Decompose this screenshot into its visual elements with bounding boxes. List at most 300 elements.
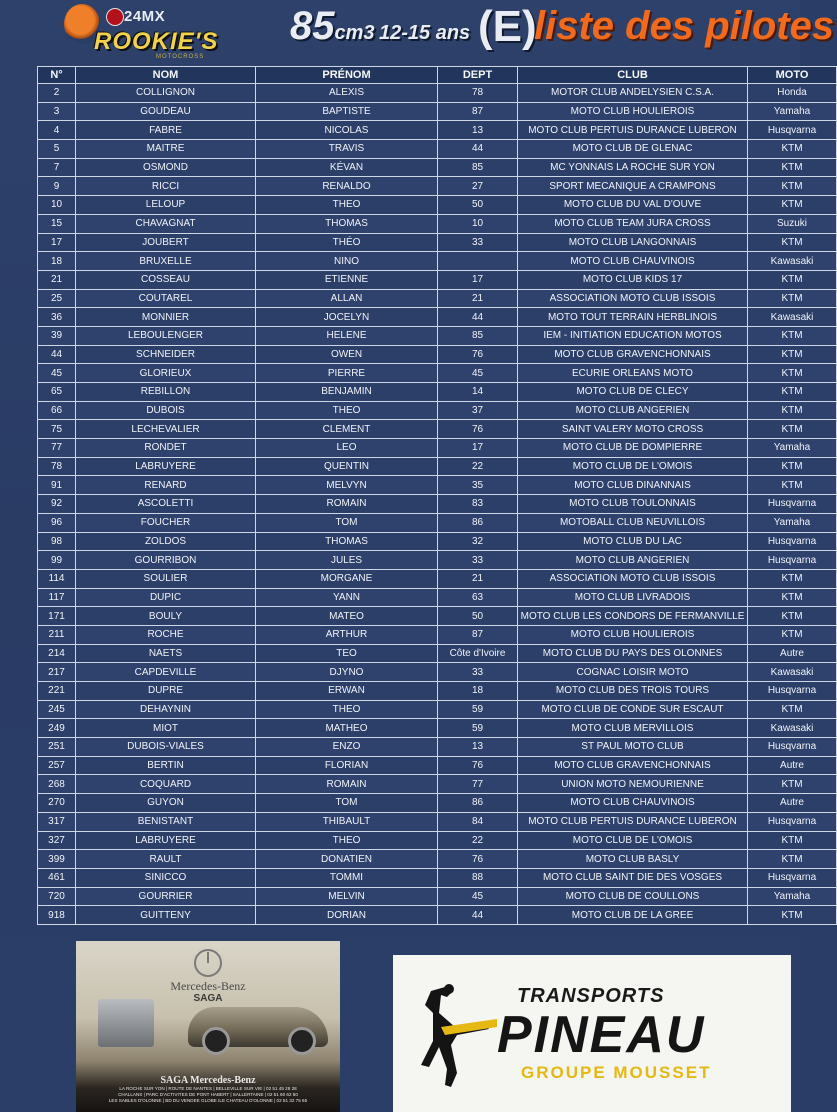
cell-number: 66 bbox=[38, 401, 76, 420]
cell-number: 257 bbox=[38, 756, 76, 775]
cell-dept: 78 bbox=[438, 84, 518, 103]
cell-club: MOTOBALL CLUB NEUVILLOIS bbox=[518, 513, 748, 532]
cell-prenom: ALEXIS bbox=[256, 84, 438, 103]
cell-dept: 22 bbox=[438, 831, 518, 850]
cell-moto: KTM bbox=[748, 364, 837, 383]
table-row bbox=[38, 775, 837, 794]
cell-dept: 77 bbox=[438, 775, 518, 794]
column-header-dept: DEPT bbox=[438, 67, 518, 84]
cell-club: ASSOCIATION MOTO CLUB ISSOIS bbox=[518, 289, 748, 308]
cell-dept: Côte d'Ivoire bbox=[438, 644, 518, 663]
cell-dept: 50 bbox=[438, 607, 518, 626]
table-row bbox=[38, 364, 837, 383]
table-row bbox=[38, 831, 837, 850]
cell-prenom: MELVIN bbox=[256, 887, 438, 906]
cell-nom: GUITTENY bbox=[76, 906, 256, 925]
cell-moto: Yamaha bbox=[748, 102, 837, 121]
cell-moto: KTM bbox=[748, 196, 837, 215]
cell-prenom: ALLAN bbox=[256, 289, 438, 308]
page-title-class bbox=[290, 4, 470, 49]
cell-prenom: TOMMI bbox=[256, 868, 438, 887]
cell-nom: COUTAREL bbox=[76, 289, 256, 308]
table-row bbox=[38, 121, 837, 140]
cell-moto: KTM bbox=[748, 831, 837, 850]
cell-prenom: THIBAULT bbox=[256, 812, 438, 831]
cell-dept: 84 bbox=[438, 812, 518, 831]
cell-number: 99 bbox=[38, 551, 76, 570]
cell-moto: KTM bbox=[748, 569, 837, 588]
cell-moto: Yamaha bbox=[748, 439, 837, 458]
cell-dept: 87 bbox=[438, 102, 518, 121]
cell-dept: 17 bbox=[438, 439, 518, 458]
cell-dept: 76 bbox=[438, 850, 518, 869]
car-image bbox=[188, 1007, 328, 1047]
mercedes-dealer: SAGA bbox=[193, 993, 223, 1004]
table-row bbox=[38, 158, 837, 177]
truck-image bbox=[98, 999, 154, 1047]
cell-number: 44 bbox=[38, 345, 76, 364]
cell-dept: 85 bbox=[438, 158, 518, 177]
cell-number: 268 bbox=[38, 775, 76, 794]
mercedes-footer-title: SAGA Mercedes-Benz bbox=[160, 1075, 256, 1086]
pineau-ad bbox=[393, 955, 791, 1112]
cell-prenom: MELVYN bbox=[256, 476, 438, 495]
cell-prenom: THEO bbox=[256, 401, 438, 420]
cell-moto: KTM bbox=[748, 850, 837, 869]
cell-prenom: HELENE bbox=[256, 326, 438, 345]
cell-nom: NAETS bbox=[76, 644, 256, 663]
wheel-icon bbox=[288, 1027, 316, 1055]
cell-number: 10 bbox=[38, 196, 76, 215]
cell-moto: Honda bbox=[748, 84, 837, 103]
cell-club: MOTO CLUB DE CONDE SUR ESCAUT bbox=[518, 700, 748, 719]
cell-moto: Yamaha bbox=[748, 887, 837, 906]
cell-number: 461 bbox=[38, 868, 76, 887]
cell-club: SAINT VALERY MOTO CROSS bbox=[518, 420, 748, 439]
cell-nom: SINICCO bbox=[76, 868, 256, 887]
cell-number: 214 bbox=[38, 644, 76, 663]
cell-club: MOTO CLUB DE CLECY bbox=[518, 383, 748, 402]
cell-number: 251 bbox=[38, 738, 76, 757]
cell-number: 918 bbox=[38, 906, 76, 925]
cell-prenom: THOMAS bbox=[256, 532, 438, 551]
cell-moto: KTM bbox=[748, 158, 837, 177]
cell-dept: 59 bbox=[438, 719, 518, 738]
table-row bbox=[38, 308, 837, 327]
mercedes-address-line: LES SABLES D'OLONNE | BD DU VENDEE GLOBE ILE CHATEAU D'OLONNE | 02 51 32 75 65 bbox=[108, 1098, 308, 1103]
cell-club: MOTO CLUB CHAUVINOIS bbox=[518, 794, 748, 813]
cell-prenom: ERWAN bbox=[256, 682, 438, 701]
table-row bbox=[38, 794, 837, 813]
wheel-icon bbox=[202, 1027, 230, 1055]
table-body bbox=[38, 84, 837, 925]
cell-dept: 44 bbox=[438, 308, 518, 327]
riders-table bbox=[37, 66, 837, 925]
cell-club: UNION MOTO NEMOURIENNE bbox=[518, 775, 748, 794]
cell-club: MOTO CLUB DE COULLONS bbox=[518, 887, 748, 906]
table-row bbox=[38, 420, 837, 439]
cell-club: MOTO CLUB GRAVENCHONNAIS bbox=[518, 756, 748, 775]
table-row bbox=[38, 383, 837, 402]
cell-number: 270 bbox=[38, 794, 76, 813]
cell-number: 217 bbox=[38, 663, 76, 682]
page-title: liste des pilotes bbox=[534, 4, 835, 48]
cell-club: MOTO CLUB HOULIEROIS bbox=[518, 625, 748, 644]
logo-brand: 24MX bbox=[124, 8, 166, 25]
cell-nom: MAITRE bbox=[76, 140, 256, 159]
cell-club: MOTO CLUB DE DOMPIERRE bbox=[518, 439, 748, 458]
cell-moto: Autre bbox=[748, 794, 837, 813]
cell-club: MOTO CLUB DE L'OMOIS bbox=[518, 831, 748, 850]
cell-prenom: ARTHUR bbox=[256, 625, 438, 644]
table-row bbox=[38, 738, 837, 757]
cell-prenom: THOMAS bbox=[256, 214, 438, 233]
cell-number: 45 bbox=[38, 364, 76, 383]
table-row bbox=[38, 850, 837, 869]
cell-nom: FOUCHER bbox=[76, 513, 256, 532]
cell-club: ST PAUL MOTO CLUB bbox=[518, 738, 748, 757]
table-row bbox=[38, 756, 837, 775]
rookies-logo bbox=[54, 2, 224, 64]
column-header-number: N° bbox=[38, 67, 76, 84]
cell-moto: KTM bbox=[748, 625, 837, 644]
cell-prenom: OWEN bbox=[256, 345, 438, 364]
table-row bbox=[38, 476, 837, 495]
cell-moto: KTM bbox=[748, 420, 837, 439]
cell-number: 720 bbox=[38, 887, 76, 906]
table-row bbox=[38, 84, 837, 103]
cell-moto: KTM bbox=[748, 775, 837, 794]
cell-club: MOTO CLUB DE GLENAC bbox=[518, 140, 748, 159]
cell-nom: RICCI bbox=[76, 177, 256, 196]
cell-moto: Husqvarna bbox=[748, 738, 837, 757]
cell-moto: KTM bbox=[748, 906, 837, 925]
table-row bbox=[38, 177, 837, 196]
cell-moto: KTM bbox=[748, 401, 837, 420]
cell-moto: Kawasaki bbox=[748, 719, 837, 738]
cell-club: MOTO CLUB DU PAYS DES OLONNES bbox=[518, 644, 748, 663]
cell-nom: JOUBERT bbox=[76, 233, 256, 252]
cell-number: 92 bbox=[38, 495, 76, 514]
pineau-group: GROUPE MOUSSET bbox=[521, 1063, 712, 1082]
cell-prenom: TOM bbox=[256, 513, 438, 532]
cell-number: 78 bbox=[38, 457, 76, 476]
cell-number: 249 bbox=[38, 719, 76, 738]
cell-prenom: NINO bbox=[256, 252, 438, 271]
cell-dept: 76 bbox=[438, 345, 518, 364]
table-row bbox=[38, 551, 837, 570]
cell-nom: LECHEVALIER bbox=[76, 420, 256, 439]
cell-dept: 86 bbox=[438, 513, 518, 532]
table-row bbox=[38, 588, 837, 607]
cell-dept: 86 bbox=[438, 794, 518, 813]
table-row bbox=[38, 102, 837, 121]
cell-dept: 13 bbox=[438, 121, 518, 140]
cell-dept: 10 bbox=[438, 214, 518, 233]
cell-nom: ROCHE bbox=[76, 625, 256, 644]
cell-number: 327 bbox=[38, 831, 76, 850]
cell-moto: Husqvarna bbox=[748, 812, 837, 831]
cell-number: 25 bbox=[38, 289, 76, 308]
cell-number: 21 bbox=[38, 270, 76, 289]
helmet-icon bbox=[106, 8, 124, 26]
cell-dept: 33 bbox=[438, 551, 518, 570]
table-row bbox=[38, 569, 837, 588]
cell-dept: 27 bbox=[438, 177, 518, 196]
cell-dept: 50 bbox=[438, 196, 518, 215]
mercedes-address-line: CHALLANS | PARC D'ACTIVITES DE PONT HABERT | SALLERTAINE | 02 51 60 62 60 bbox=[118, 1092, 298, 1097]
cell-nom: RONDET bbox=[76, 439, 256, 458]
mercedes-address-line: LA ROCHE SUR YON | ROUTE DE NANTES | BELLEVILLE SUR VIE | 02 51 45 28 28 bbox=[119, 1086, 297, 1091]
cell-club: MOTO CLUB DE LA GREE bbox=[518, 906, 748, 925]
cell-dept: 18 bbox=[438, 682, 518, 701]
cell-number: 15 bbox=[38, 214, 76, 233]
cell-club: MOTO CLUB DU VAL D'OUVE bbox=[518, 196, 748, 215]
cell-club: MOTO CLUB CHAUVINOIS bbox=[518, 252, 748, 271]
cell-prenom: DJYNO bbox=[256, 663, 438, 682]
cell-moto: Husqvarna bbox=[748, 495, 837, 514]
cell-prenom: MATEO bbox=[256, 607, 438, 626]
cell-dept: 83 bbox=[438, 495, 518, 514]
cell-nom: FABRE bbox=[76, 121, 256, 140]
cell-number: 2 bbox=[38, 84, 76, 103]
cell-number: 75 bbox=[38, 420, 76, 439]
cell-dept: 33 bbox=[438, 233, 518, 252]
cell-number: 36 bbox=[38, 308, 76, 327]
cell-dept: 33 bbox=[438, 663, 518, 682]
column-header-prenom: PRÉNOM bbox=[256, 67, 438, 84]
cell-dept: 21 bbox=[438, 569, 518, 588]
cell-moto: Kawasaki bbox=[748, 308, 837, 327]
cell-club: MC YONNAIS LA ROCHE SUR YON bbox=[518, 158, 748, 177]
cell-prenom: QUENTIN bbox=[256, 457, 438, 476]
cell-moto: KTM bbox=[748, 233, 837, 252]
cell-prenom: THÉO bbox=[256, 233, 438, 252]
cell-nom: MONNIER bbox=[76, 308, 256, 327]
table-row bbox=[38, 495, 837, 514]
table-row bbox=[38, 812, 837, 831]
cell-prenom: NICOLAS bbox=[256, 121, 438, 140]
cell-dept bbox=[438, 252, 518, 271]
cell-dept: 88 bbox=[438, 868, 518, 887]
cell-number: 117 bbox=[38, 588, 76, 607]
cell-club: COGNAC LOISIR MOTO bbox=[518, 663, 748, 682]
cell-number: 221 bbox=[38, 682, 76, 701]
cell-nom: LABRUYERE bbox=[76, 831, 256, 850]
cell-club: MOTO CLUB TEAM JURA CROSS bbox=[518, 214, 748, 233]
cell-nom: DEHAYNIN bbox=[76, 700, 256, 719]
table-row bbox=[38, 326, 837, 345]
cell-dept: 14 bbox=[438, 383, 518, 402]
cell-prenom: TRAVIS bbox=[256, 140, 438, 159]
cell-club: SPORT MECANIQUE A CRAMPONS bbox=[518, 177, 748, 196]
cell-number: 39 bbox=[38, 326, 76, 345]
cell-nom: BENISTANT bbox=[76, 812, 256, 831]
cell-prenom: TOM bbox=[256, 794, 438, 813]
cell-prenom: ROMAIN bbox=[256, 495, 438, 514]
cell-club: MOTO TOUT TERRAIN HERBLINOIS bbox=[518, 308, 748, 327]
cell-nom: ASCOLETTI bbox=[76, 495, 256, 514]
cell-nom: GLORIEUX bbox=[76, 364, 256, 383]
cell-prenom: MORGANE bbox=[256, 569, 438, 588]
table-row bbox=[38, 252, 837, 271]
cell-dept: 63 bbox=[438, 588, 518, 607]
cell-moto: Kawasaki bbox=[748, 663, 837, 682]
table-row bbox=[38, 682, 837, 701]
cell-moto: KTM bbox=[748, 383, 837, 402]
cell-number: 3 bbox=[38, 102, 76, 121]
table-row bbox=[38, 532, 837, 551]
cell-moto: Suzuki bbox=[748, 214, 837, 233]
title-class-letter: (E) bbox=[478, 2, 537, 51]
cell-prenom: JULES bbox=[256, 551, 438, 570]
cell-nom: BOULY bbox=[76, 607, 256, 626]
cell-number: 18 bbox=[38, 252, 76, 271]
cell-dept: 13 bbox=[438, 738, 518, 757]
cell-club: MOTOR CLUB ANDELYSIEN C.S.A. bbox=[518, 84, 748, 103]
table-row bbox=[38, 401, 837, 420]
table-row bbox=[38, 270, 837, 289]
cell-nom: RAULT bbox=[76, 850, 256, 869]
cell-number: 17 bbox=[38, 233, 76, 252]
cell-nom: LELOUP bbox=[76, 196, 256, 215]
cell-moto: KTM bbox=[748, 588, 837, 607]
cell-number: 98 bbox=[38, 532, 76, 551]
title-cc: 85 bbox=[290, 4, 335, 48]
table-row bbox=[38, 214, 837, 233]
cell-number: 114 bbox=[38, 569, 76, 588]
table-row bbox=[38, 345, 837, 364]
cell-club: IEM - INITIATION EDUCATION MOTOS bbox=[518, 326, 748, 345]
table-row bbox=[38, 196, 837, 215]
cell-moto: KTM bbox=[748, 607, 837, 626]
cell-nom: CHAVAGNAT bbox=[76, 214, 256, 233]
cell-number: 211 bbox=[38, 625, 76, 644]
table-row bbox=[38, 906, 837, 925]
cell-moto: Autre bbox=[748, 644, 837, 663]
cell-dept: 32 bbox=[438, 532, 518, 551]
cell-number: 171 bbox=[38, 607, 76, 626]
cell-prenom: BENJAMIN bbox=[256, 383, 438, 402]
cell-dept: 87 bbox=[438, 625, 518, 644]
table-row bbox=[38, 644, 837, 663]
cell-nom: MIOT bbox=[76, 719, 256, 738]
cell-moto: KTM bbox=[748, 457, 837, 476]
cell-club: MOTO CLUB DINANNAIS bbox=[518, 476, 748, 495]
cell-moto: KTM bbox=[748, 700, 837, 719]
cell-dept: 21 bbox=[438, 289, 518, 308]
cell-prenom: DORIAN bbox=[256, 906, 438, 925]
cell-club: MOTO CLUB DES TROIS TOURS bbox=[518, 682, 748, 701]
cell-nom: COSSEAU bbox=[76, 270, 256, 289]
cell-moto: KTM bbox=[748, 270, 837, 289]
cell-nom: OSMOND bbox=[76, 158, 256, 177]
cell-nom: COQUARD bbox=[76, 775, 256, 794]
cell-number: 77 bbox=[38, 439, 76, 458]
table-row bbox=[38, 625, 837, 644]
table-row bbox=[38, 233, 837, 252]
cell-dept: 44 bbox=[438, 906, 518, 925]
cell-nom: REBILLON bbox=[76, 383, 256, 402]
cell-moto: Husqvarna bbox=[748, 551, 837, 570]
cell-number: 7 bbox=[38, 158, 76, 177]
cell-number: 245 bbox=[38, 700, 76, 719]
cell-prenom: DONATIEN bbox=[256, 850, 438, 869]
cell-dept: 22 bbox=[438, 457, 518, 476]
cell-moto: Yamaha bbox=[748, 513, 837, 532]
logo-sub: MOTOCROSS bbox=[156, 54, 205, 60]
cell-club: MOTO CLUB PERTUIS DURANCE LUBERON bbox=[518, 121, 748, 140]
cell-club: ASSOCIATION MOTO CLUB ISSOIS bbox=[518, 569, 748, 588]
cell-club: MOTO CLUB PERTUIS DURANCE LUBERON bbox=[518, 812, 748, 831]
cell-nom: LABRUYERE bbox=[76, 457, 256, 476]
title-age: 12-15 ans bbox=[378, 22, 471, 44]
cell-prenom: LEO bbox=[256, 439, 438, 458]
cell-club: MOTO CLUB LIVRADOIS bbox=[518, 588, 748, 607]
cell-moto: KTM bbox=[748, 177, 837, 196]
cell-club: MOTO CLUB ANGERIEN bbox=[518, 401, 748, 420]
cell-dept: 45 bbox=[438, 364, 518, 383]
title-unit: cm3 bbox=[334, 22, 375, 44]
cell-dept: 35 bbox=[438, 476, 518, 495]
table-row bbox=[38, 868, 837, 887]
mercedes-ad bbox=[76, 941, 340, 1112]
table-header-row bbox=[38, 67, 837, 84]
cell-club: MOTO CLUB DU LAC bbox=[518, 532, 748, 551]
cell-number: 5 bbox=[38, 140, 76, 159]
mercedes-footer bbox=[76, 1075, 340, 1104]
cell-number: 91 bbox=[38, 476, 76, 495]
cell-prenom: CLEMENT bbox=[256, 420, 438, 439]
mercedes-star-icon bbox=[194, 949, 222, 977]
cell-moto: KTM bbox=[748, 140, 837, 159]
column-header-club: CLUB bbox=[518, 67, 748, 84]
cell-dept: 37 bbox=[438, 401, 518, 420]
cell-dept: 45 bbox=[438, 887, 518, 906]
cell-dept: 85 bbox=[438, 326, 518, 345]
cell-nom: GOURRIER bbox=[76, 887, 256, 906]
cell-nom: COLLIGNON bbox=[76, 84, 256, 103]
cell-number: 9 bbox=[38, 177, 76, 196]
column-header-nom: NOM bbox=[76, 67, 256, 84]
cell-prenom: MATHEO bbox=[256, 719, 438, 738]
cell-nom: GUYON bbox=[76, 794, 256, 813]
cell-club: MOTO CLUB MERVILLOIS bbox=[518, 719, 748, 738]
cell-nom: CAPDEVILLE bbox=[76, 663, 256, 682]
cell-nom: BERTIN bbox=[76, 756, 256, 775]
cell-dept: 44 bbox=[438, 140, 518, 159]
table-row bbox=[38, 887, 837, 906]
cell-club: MOTO CLUB KIDS 17 bbox=[518, 270, 748, 289]
cell-nom: SOULIER bbox=[76, 569, 256, 588]
pineau-top: TRANSPORTS bbox=[517, 985, 665, 1007]
table-row bbox=[38, 663, 837, 682]
cell-number: 65 bbox=[38, 383, 76, 402]
cell-dept: 17 bbox=[438, 270, 518, 289]
cell-prenom: THEO bbox=[256, 700, 438, 719]
runner-figure-icon bbox=[411, 983, 501, 1093]
cell-moto: Husqvarna bbox=[748, 868, 837, 887]
table-row bbox=[38, 289, 837, 308]
cell-moto: Autre bbox=[748, 756, 837, 775]
mercedes-brand: Mercedes-Benz bbox=[170, 979, 246, 993]
cell-moto: KTM bbox=[748, 326, 837, 345]
cell-prenom: KÉVAN bbox=[256, 158, 438, 177]
cell-nom: GOUDEAU bbox=[76, 102, 256, 121]
cell-number: 399 bbox=[38, 850, 76, 869]
table-row bbox=[38, 457, 837, 476]
cell-club: MOTO CLUB SAINT DIE DES VOSGES bbox=[518, 868, 748, 887]
